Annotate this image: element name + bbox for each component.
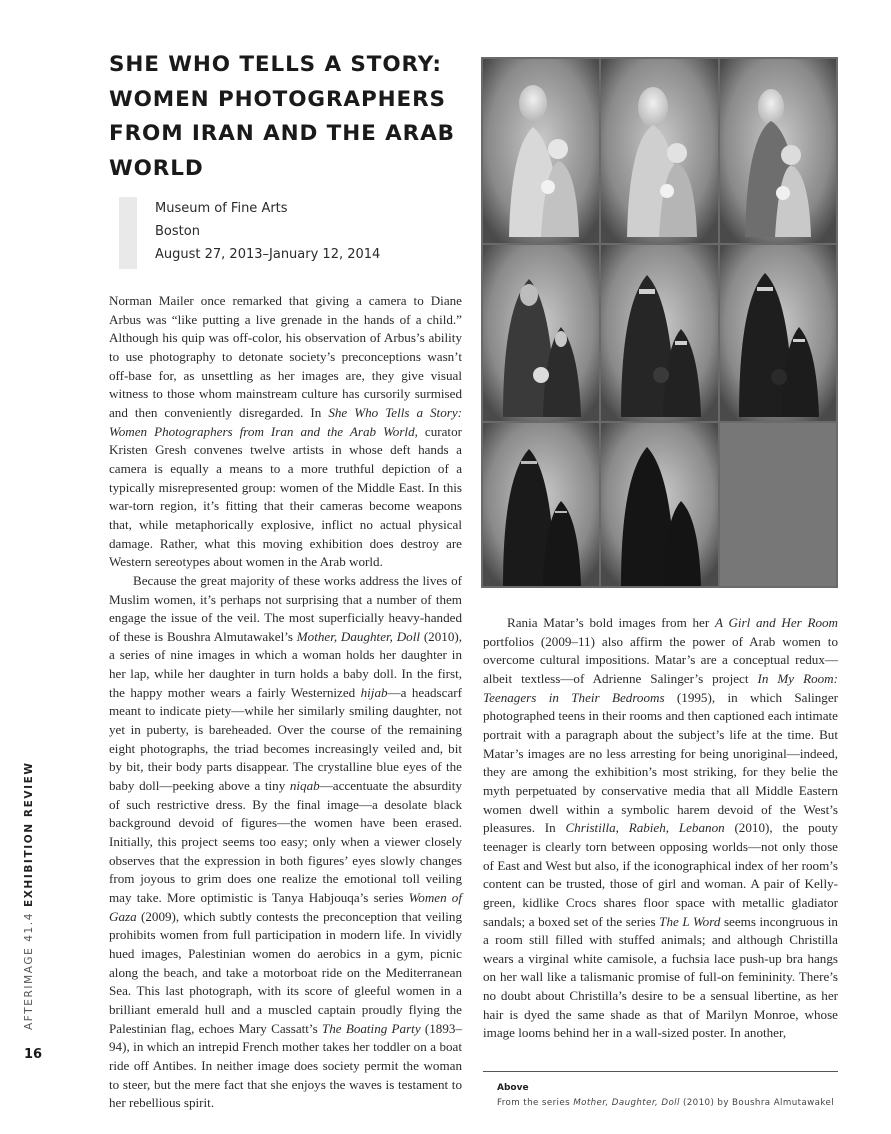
photo-caption bbox=[497, 1098, 834, 1108]
photo-panel bbox=[720, 423, 836, 586]
photo-grid-icon bbox=[481, 57, 838, 588]
article-title: SHE WHO TELLS A STORY: WOMEN PHOTOGRAPHERS FROM IRAN AND THE ARAB WORLD bbox=[109, 52, 455, 181]
venue-dates: August 27, 2013–January 12, 2014 bbox=[155, 247, 381, 262]
caption-credit: (2010) by Boushra Almutawakel bbox=[679, 1098, 835, 1108]
photo-panel bbox=[720, 245, 836, 421]
paragraph: Norman Mailer once remarked that giving a camera to Diane Arbus was “like putting a live grenade in the hands of a child.” Although his quip was off-color, his observation of Arbus’s ability to use photography to detonate society’s preconceptions wasn’t off-base for, as unsettling as her images are, they give visual witness to those whom mainstream culture has cursorily surmised and then conveniently disregarded. In She Who Tells a Story: Women Photographers from Iran and the Arab World, curator Kristen Gresh convenes twelve artists in whose deft hands a camera is equally a means to a more truthful depiction of a typically misrepresented group: women of the Middle East. In this war-torn region, it’s fitting that their cameras become weapons that, while metaphorically explosive, inflict no actual physical damage. Rather, what this moving exhibition does destroy are Western sereotypes about women in the Arab world. bbox=[109, 293, 463, 570]
venue-museum: Museum of Fine Arts bbox=[155, 201, 288, 216]
article-column-right bbox=[483, 614, 838, 1043]
paragraph: Rania Matar’s bold images from her A Girl and Her Room portfolios (2009–11) also affirm the power of Arab women to overcome cultural impositions. Matar’s are a conceptual redux—albeit textless—of Adrienne Salinger’s project In My Room: Teenagers in Their Bedrooms (1995), in which Salinger photographed teens in their rooms and then captioned each intimate portrait with a paragraph about the subject’s life at the time. But Matar’s images are no less arresting for being unoriginal—indeed, they are among the exhibition’s most striking, for they belie the myth perpetuated by conservative media that all Middle Eastern women dwell within a symbolic harem devoid of the West’s pleasures. In Christilla, Rabieh, Lebanon (2010), the pouty teenager is clearly torn between opposing worlds—not only those of East and West but also, if the iconographical index of her room’s content can be trusted, those of girl and woman. A pair of Kelly-green, kidlike Crocs shares floor space with metallic gladiator sandals; a boxed set of the series The L Word seems incongruous in a room still filled with stuffed animals; and although Christilla wears a virginal white camisole, a fuchsia lace push-up bra hangs on her wall like a talismanic promise of full-on femininity. There’s no doubt about Christilla’s desire to be a sensual libertine, as her hair is dyed the same shade as that of Marilyn Monroe, whose image looms behind her in a wall-sized poster. In another, bbox=[483, 615, 839, 1041]
caption-heading: Above bbox=[497, 1083, 529, 1093]
running-head bbox=[23, 761, 35, 1030]
caption-work-title: Mother, Daughter, Doll bbox=[573, 1098, 680, 1108]
venue-box bbox=[119, 197, 415, 269]
section-name: EXHIBITION REVIEW bbox=[23, 761, 35, 908]
paragraph: Because the great majority of these works address the lives of Muslim women, it’s perhaps not surprising that a number of them engage the issue of the veil. The most superficially heavy-handed of these is Boushra Almutawakel’s Mother, Daughter, Doll (2010), a series of nine images in which a woman holds her daughter in her lap, while her daughter in turn holds a baby doll. In the first, the happy mother wears a fairly Westernized hijab—a headscarf meant to indicate piety—while her similarly smiling daughter, not yet in puberty, is bareheaded. Over the course of the remaining eight photographs, the triad becomes increasingly veiled and, bit by bit, their body parts disappear. The crystalline blue eyes of the baby doll—peeking above a tiny niqab—accentuate the absurdity of such restrictive dress. By the final image—a desolate black background devoid of figures—the women have been erased. Initially, this project seems too easy; only when a viewer closely observes that the expression in both figures’ eyes slowly changes from joyous to grim does one realize the emotional toll veiling may take. More optimistic is Tanya Habjouqa’s series Women of Gaza (2009), which subtly contests the preconception that veiling prohibits women from full participation in modern life. In vividly hued images, Palestinian women do aerobics in a gym, picnic along the beach, and take a motorboat ride on the Mediterranean Sea. This last photograph, with its score of gleeful women in a brilliant emerald hull and a muscled captain proudly flying the Palestinian flag, echoes Mary Cassatt’s The Boating Party (1893–94), in which an intrepid French mother takes her toddler on a boat ride off Antibes. In neither image does society permit the woman to steer, but the mere fact that she enjoys the waves is testament to her rebellious spirit. bbox=[109, 572, 462, 1111]
photo-panel bbox=[483, 59, 599, 243]
caption-prefix: From the series bbox=[497, 1098, 574, 1108]
photo-panel bbox=[601, 59, 718, 243]
page-number: 16 bbox=[24, 1047, 43, 1062]
venue-city: Boston bbox=[155, 224, 200, 239]
publication-name: AFTERIMAGE 41.4 bbox=[23, 907, 35, 1030]
photo-panel bbox=[601, 245, 718, 421]
photo-panel bbox=[720, 59, 836, 243]
photo-panel bbox=[601, 423, 718, 586]
photo-panel bbox=[483, 423, 599, 586]
article-column-left bbox=[109, 292, 462, 1113]
photo-grid bbox=[481, 57, 838, 588]
photo-panel bbox=[483, 245, 599, 421]
caption-divider bbox=[483, 1071, 838, 1072]
